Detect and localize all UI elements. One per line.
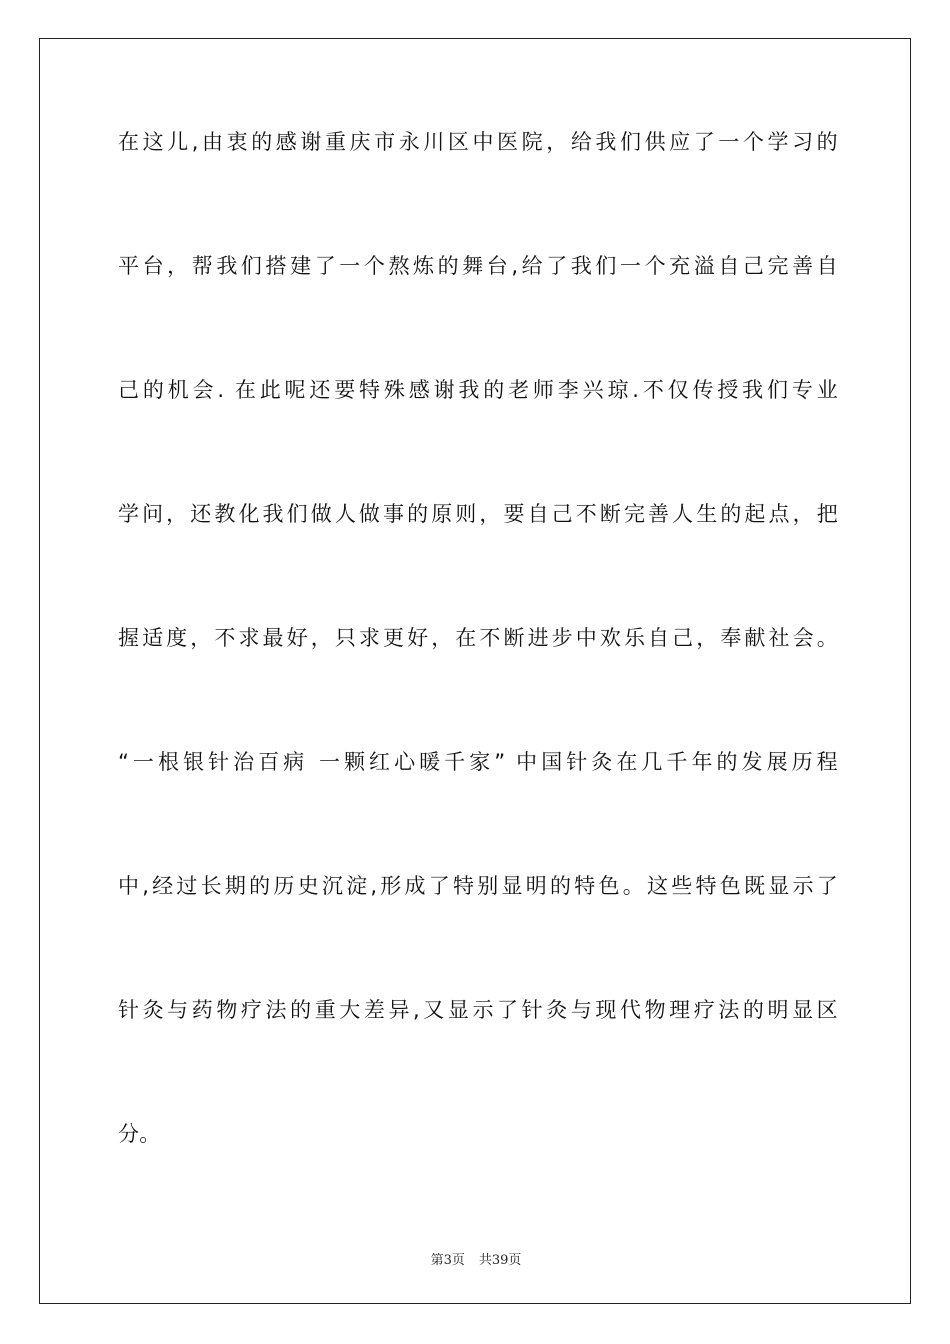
paragraph-line: “一根银针治百病 一颗红心暖千家” 中国针灸在几千年的发展历程 bbox=[118, 750, 838, 774]
total-pages: 共39页 bbox=[478, 1253, 522, 1268]
page-footer bbox=[40, 1249, 912, 1268]
paragraph-line: 己的机会. 在此呢还要特殊感谢我的老师李兴琼.不仅传授我们专业 bbox=[118, 378, 838, 402]
page-number: 第3页 bbox=[430, 1253, 465, 1268]
paragraph-line: 分。 bbox=[118, 1122, 161, 1146]
paragraph-line: 中,经过长期的历史沉淀,形成了特别显明的特色。这些特色既显示了 bbox=[118, 874, 838, 898]
paragraph-line: 学问，还教化我们做人做事的原则，要自己不断完善人生的起点，把 bbox=[118, 502, 838, 526]
paragraph-line: 握适度，不求最好，只求更好，在不断进步中欢乐自己，奉献社会。 bbox=[118, 626, 838, 650]
page-frame bbox=[39, 38, 911, 1304]
paragraph-line: 针灸与药物疗法的重大差异,又显示了针灸与现代物理疗法的明显区 bbox=[118, 998, 838, 1022]
paragraph-line: 平台，帮我们搭建了一个熬炼的舞台,给了我们一个充溢自己完善自 bbox=[118, 254, 838, 278]
paragraph-line: 在这儿,由衷的感谢重庆市永川区中医院，给我们供应了一个学习的 bbox=[118, 130, 838, 154]
